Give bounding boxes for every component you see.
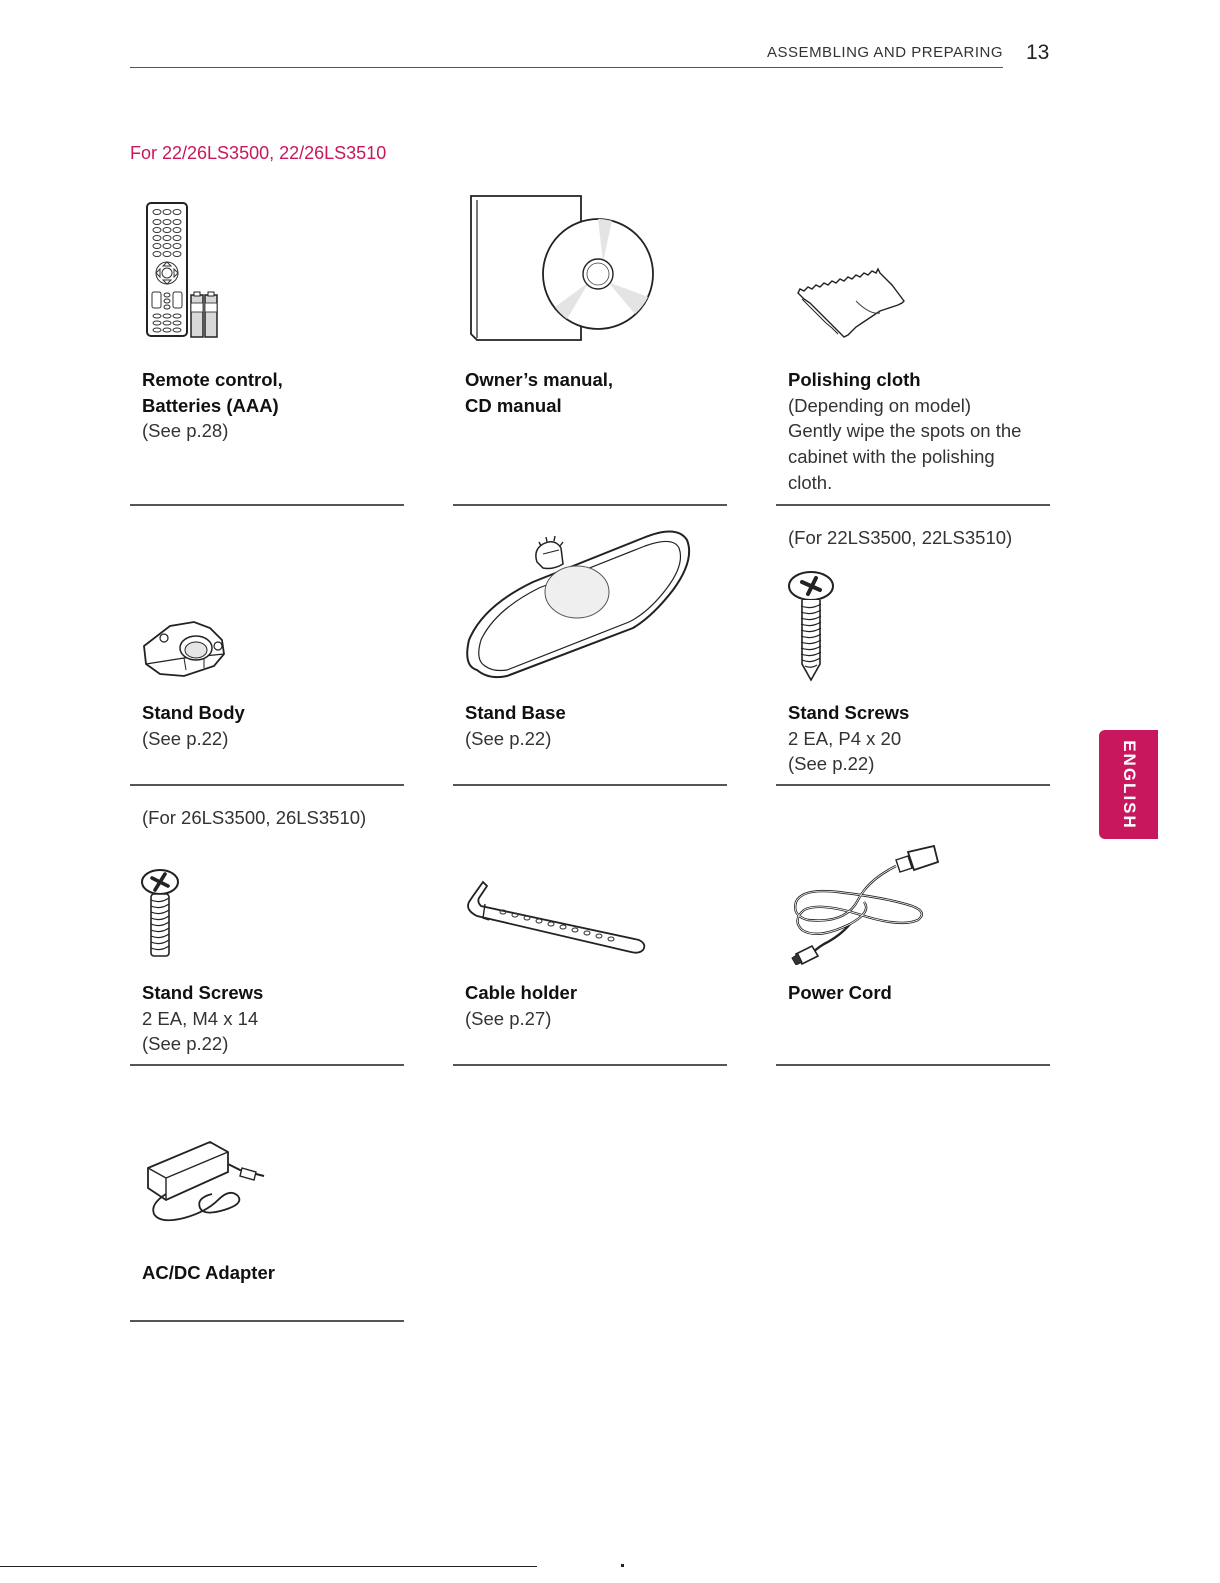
item-description: (See p.28) bbox=[142, 420, 229, 442]
stand-base-icon bbox=[463, 520, 703, 685]
cable-holder-icon bbox=[463, 878, 648, 958]
item-stand-screws-p4 bbox=[776, 510, 1050, 790]
item-divider bbox=[453, 504, 727, 506]
item-description: cabinet with the polishing bbox=[788, 446, 995, 468]
ac-dc-adapter-icon bbox=[144, 1138, 269, 1228]
item-remote-control bbox=[130, 190, 404, 510]
stand-body-icon bbox=[140, 614, 240, 684]
item-title: Remote control, bbox=[142, 369, 283, 390]
footer-rule bbox=[0, 1566, 537, 1567]
item-ac-dc-adapter bbox=[130, 1070, 404, 1330]
item-title: AC/DC Adapter bbox=[142, 1262, 275, 1283]
header-rule bbox=[130, 67, 1003, 68]
language-side-tab bbox=[1099, 730, 1158, 839]
item-title: CD manual bbox=[465, 394, 562, 416]
item-stand-body bbox=[130, 510, 404, 790]
item-title: Stand Body bbox=[142, 702, 245, 723]
remote-control-batteries-icon bbox=[144, 200, 234, 340]
item-title: Stand Base bbox=[465, 702, 566, 723]
polishing-cloth-icon bbox=[794, 265, 914, 345]
item-description: 2 EA, P4 x 20 bbox=[788, 727, 902, 749]
item-model-note: (For 26LS3500, 26LS3510) bbox=[142, 807, 367, 828]
machine-screw-icon bbox=[138, 868, 182, 960]
item-description: (See p.22) bbox=[142, 1033, 229, 1055]
item-description: Gently wipe the spots on the bbox=[788, 420, 1022, 442]
item-description: 2 EA, M4 x 14 bbox=[142, 1007, 259, 1029]
item-divider bbox=[776, 504, 1050, 506]
item-divider bbox=[130, 784, 404, 786]
item-owners-manual bbox=[453, 190, 727, 510]
page-number: 13 bbox=[1026, 41, 1050, 64]
item-divider bbox=[130, 504, 404, 506]
item-title: Power Cord bbox=[788, 982, 892, 1003]
item-description: (See p.22) bbox=[788, 753, 875, 775]
item-divider bbox=[453, 1064, 727, 1066]
power-cord-icon bbox=[788, 840, 948, 965]
item-divider bbox=[453, 784, 727, 786]
item-model-note: (For 22LS3500, 22LS3510) bbox=[788, 527, 1013, 548]
language-side-tab-label: ENGLISH bbox=[1119, 739, 1139, 830]
item-description: (See p.22) bbox=[142, 727, 229, 749]
item-divider bbox=[130, 1064, 404, 1066]
item-divider bbox=[130, 1320, 404, 1322]
item-divider bbox=[776, 1064, 1050, 1066]
model-heading: For 22/26LS3500, 22/26LS3510 bbox=[130, 143, 387, 163]
item-stand-screws-m4 bbox=[130, 790, 404, 1070]
manual-cd-icon bbox=[467, 192, 657, 342]
item-title: Owner’s manual, bbox=[465, 369, 614, 390]
item-description: (Depending on model) bbox=[788, 394, 972, 416]
header-title: ASSEMBLING AND PREPARING bbox=[767, 44, 1003, 61]
item-description: (See p.27) bbox=[465, 1007, 552, 1029]
item-title: Batteries (AAA) bbox=[142, 394, 279, 416]
item-description: (See p.22) bbox=[465, 727, 552, 749]
footer-mark bbox=[621, 1564, 624, 1567]
tapping-screw-icon bbox=[786, 570, 836, 682]
item-polishing-cloth bbox=[776, 190, 1050, 510]
item-divider bbox=[776, 784, 1050, 786]
item-title: Stand Screws bbox=[142, 982, 264, 1003]
item-cable-holder bbox=[453, 790, 727, 1070]
item-title: Stand Screws bbox=[788, 702, 910, 723]
item-power-cord bbox=[776, 790, 1050, 1070]
item-title: Cable holder bbox=[465, 982, 578, 1003]
item-title: Polishing cloth bbox=[788, 369, 921, 390]
item-stand-base bbox=[453, 510, 727, 790]
item-description: cloth. bbox=[788, 471, 833, 493]
